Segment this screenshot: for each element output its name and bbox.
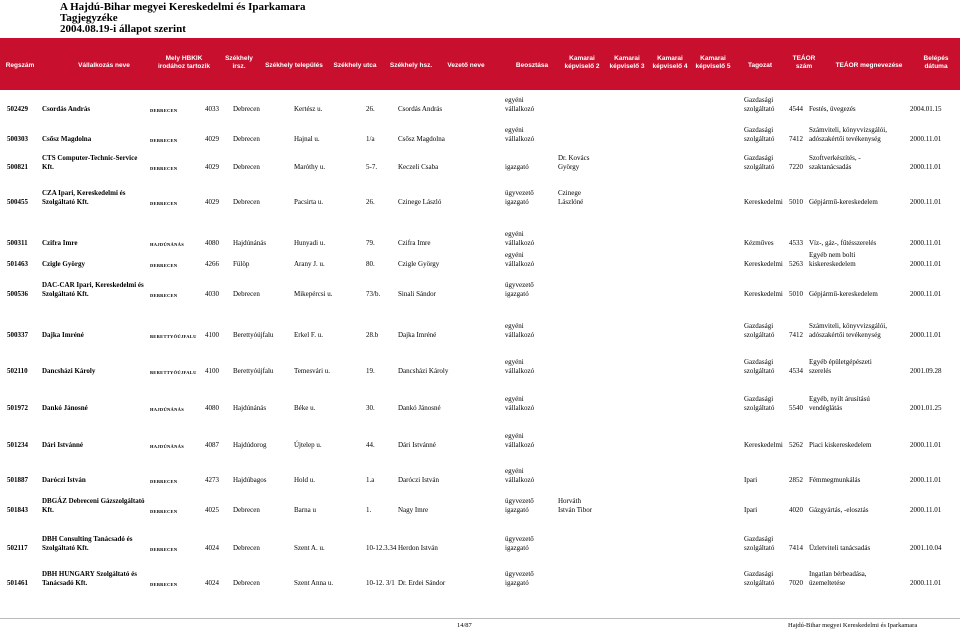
cell-belepes: 2001.09.28 [910,367,942,375]
cell-belepes: 2000.11.01 [910,441,942,449]
cell-vezeto: Sinali Sándor [398,290,436,298]
header-cell: Székhely hsz. [389,62,433,69]
cell-beosztas: ügyvezető igazgató [505,497,534,514]
cell-tagozat: Gazdasági szolgáltató [744,154,775,171]
cell-teaor-nev: Fémmegmunkálás [809,476,861,484]
cell-utca: Arany J. u. [294,260,325,268]
header-cell: Regszám [5,62,35,69]
cell-vezeto: Dr. Erdei Sándor [398,579,446,587]
cell-city: DEBRECEN [150,166,178,171]
cell-belepes: 2001.01.25 [910,404,942,412]
cell-vezeto: Dajka Imréné [398,331,437,339]
cell-irsz: 4266 [205,260,219,268]
cell-vezeto: Dankó Jánosné [398,404,441,412]
cell-irsz: 4100 [205,367,219,375]
cell-name: CZA Ipari, Kereskedelmi és Szolgáltató Kft. [42,189,126,206]
cell-hsz: 44. [366,441,375,449]
cell-hsz: 10-12.3.34 [366,544,397,552]
table-row [0,535,960,563]
cell-irsz: 4025 [205,506,219,514]
cell-beosztas: egyéni vállalkozó [505,230,535,247]
cell-teaor-nev: Szoftverkészítés, - szaktanácsadás [809,154,861,171]
cell-beosztas: egyéni vállalkozó [505,96,535,113]
cell-hsz: 1/a [366,135,375,143]
cell-tagozat: Ipari [744,506,758,514]
cell-hsz: 1. [366,506,372,514]
cell-hsz: 26. [366,105,375,113]
cell-irsz: 4030 [205,290,219,298]
cell-telep: Debrecen [233,198,260,206]
cell-teaor-nev: Egyéb épületgépészeti szerelés [809,358,872,375]
cell-teaor-nev: Ingatlan bérbeadása, üzemeltetése [809,570,867,587]
cell-utca: Szent Anna u. [294,579,334,587]
cell-teaor: 7414 [789,544,803,552]
table-row [0,432,960,460]
cell-belepes: 2000.11.01 [910,331,942,339]
cell-telep: Hajdúbagos [233,476,267,484]
table-row [0,126,960,154]
cell-telep: Debrecen [233,544,260,552]
cell-telep: Berettyóújfalu [233,331,274,339]
table-row [0,281,960,309]
cell-belepes: 2001.10.04 [910,544,942,552]
cell-irsz: 4024 [205,579,219,587]
cell-teaor: 5262 [789,441,803,449]
cell-tagozat: Kereskedelmi [744,260,783,268]
cell-name: DBGÁZ Debreceni Gázszolgáltató Kft. [42,497,145,514]
cell-hsz: 80. [366,260,375,268]
cell-name: Dancsházi Károly [42,367,96,375]
cell-irsz: 4087 [205,441,219,449]
cell-utca: Temesvári u. [294,367,331,375]
table-row [0,395,960,423]
cell-tagozat: Kereskedelmi [744,441,783,449]
cell-city: DEBRECEN [150,108,178,113]
cell-beosztas: ügyvezető igazgató [505,570,534,587]
cell-teaor-nev: Egyéb nem bolti kiskereskedelem [809,251,856,268]
cell-utca: Mikepércsi u. [294,290,333,298]
header-cell: Székhely település [265,62,323,69]
cell-teaor: 2852 [789,476,803,484]
table-row [0,358,960,386]
cell-hsz: 10-12. 3/1 [366,579,395,587]
page-number: 14/87 [457,622,472,629]
cell-name: Czigle György [42,260,85,268]
header-cell: TEÁOR megnevezése [835,62,903,69]
header-cell: Mely HBKIK irodához tartozik [157,55,211,70]
cell-regszam: 501972 [7,404,28,412]
cell-city: DEBRECEN [150,509,178,514]
cell-belepes: 2000.11.01 [910,260,942,268]
cell-tagozat: Ipari [744,476,758,484]
footer-organization: Hajdú-Bihar megyei Kereskedelmi és Iparkamara [788,622,918,629]
cell-teaor-nev: Gépjármű-kereskedelem [809,290,878,298]
cell-teaor-nev: Számviteli, könyvvizsgálói, adószakértői tevékenység [809,126,887,143]
cell-beosztas: egyéni vállalkozó [505,432,535,449]
cell-kepv2: Czinege Lászlóné [558,189,584,206]
header-cell: Kamarai képviselő 3 [609,55,645,70]
cell-beosztas: igazgató [505,163,529,171]
cell-belepes: 2004.01.15 [910,105,942,113]
cell-name: Czifra Imre [42,239,78,247]
header-cell: Beosztása [515,62,549,69]
cell-belepes: 2000.11.01 [910,198,942,206]
cell-regszam: 501887 [7,476,28,484]
cell-beosztas: egyéni vállalkozó [505,322,535,339]
cell-utca: Béke u. [294,404,316,412]
cell-telep: Debrecen [233,135,260,143]
cell-beosztas: ügyvezető igazgató [505,281,534,298]
cell-beosztas: egyéni vállalkozó [505,467,535,484]
cell-tagozat: Gazdasági szolgáltató [744,358,775,375]
cell-hsz: 1.a [366,476,375,484]
cell-city: DEBRECEN [150,263,178,268]
cell-name: Csősz Magdolna [42,135,92,143]
table-row [0,189,960,217]
cell-teaor-nev: Gázgyártás, -elosztás [809,506,869,514]
title-chamber: A Hajdú-Bihar megyei Kereskedelmi és Iparkamara [60,1,306,13]
cell-vezeto: Czifra Imre [398,239,431,247]
table-row [0,322,960,350]
table-row [0,154,960,182]
cell-belepes: 2000.11.01 [910,135,942,143]
cell-teaor-nev: Egyéb, nyilt árusítású vendéglátás [809,395,870,412]
cell-regszam: 500311 [7,239,28,247]
cell-utca: Pacsirta u. [294,198,324,206]
cell-telep: Hajdúnánás [233,404,267,412]
cell-teaor: 7020 [789,579,803,587]
cell-teaor: 4020 [789,506,803,514]
cell-name: Dankó Jánosné [42,404,88,412]
cell-teaor-nev: Víz-, gáz-, fűtésszerelés [809,239,877,247]
cell-teaor-nev: Üzletviteli tanácsadás [809,544,871,552]
cell-hsz: 28.b [366,331,379,339]
cell-teaor-nev: Piaci kiskereskedelem [809,441,872,449]
cell-hsz: 19. [366,367,375,375]
cell-kepv2: Horváth István Tibor [558,497,593,514]
cell-irsz: 4080 [205,404,219,412]
cell-city: DEBRECEN [150,201,178,206]
cell-beosztas: egyéni vállalkozó [505,395,535,412]
cell-telep: Debrecen [233,579,260,587]
cell-teaor: 7412 [789,135,803,143]
cell-hsz: 30. [366,404,375,412]
cell-teaor: 4533 [789,239,803,247]
cell-vezeto: Keczeli Csaba [398,163,439,171]
cell-tagozat: Gazdasági szolgáltató [744,570,775,587]
cell-city: BERETTYÓÚJFALU [150,334,197,339]
cell-hsz: 5-7. [366,163,378,171]
cell-city: DEBRECEN [150,479,178,484]
header-cell: Vállalkozás neve [78,62,130,69]
cell-hsz: 26. [366,198,375,206]
cell-beosztas: egyéni vállalkozó [505,358,535,375]
cell-vezeto: Dancsházi Károly [398,367,449,375]
cell-regszam: 502117 [7,544,28,552]
cell-city: DEBRECEN [150,138,178,143]
header-cell: Kamarai képviselő 4 [652,55,688,70]
cell-teaor: 7412 [789,331,803,339]
cell-tagozat: Gazdasági szolgáltató [744,395,775,412]
cell-belepes: 2000.11.01 [910,239,942,247]
cell-beosztas: ügyvezető igazgató [505,535,534,552]
title-register: Tagjegyzéke [60,12,118,24]
cell-city: HAJDÚNÁNÁS [150,407,185,412]
cell-regszam: 500303 [7,135,28,143]
cell-city: HAJDÚNÁNÁS [150,242,185,247]
cell-belepes: 2000.11.01 [910,476,942,484]
cell-telep: Hajdúnánás [233,239,267,247]
header-cell: TEÁOR szám [792,55,816,70]
cell-utca: Maróthy u. [294,163,326,171]
footer-divider [0,618,960,619]
cell-tagozat: Gazdasági szolgáltató [744,96,775,113]
cell-utca: Kertész u. [294,105,323,113]
cell-teaor: 4544 [789,105,803,113]
title-date: 2004.08.19-i állapot szerint [60,23,186,35]
cell-city: DEBRECEN [150,293,178,298]
cell-vezeto: Nagy Imre [398,506,429,514]
cell-irsz: 4029 [205,198,219,206]
cell-vezeto: Dári Istvánné [398,441,436,449]
cell-regszam: 502110 [7,367,28,375]
cell-beosztas: egyéni vállalkozó [505,251,535,268]
cell-belepes: 2000.11.01 [910,290,942,298]
table-header [0,38,960,90]
cell-belepes: 2000.11.01 [910,163,942,171]
cell-tagozat: Kézműves [744,239,774,247]
cell-city: BERETTYÓÚJFALU [150,370,197,375]
cell-belepes: 2000.11.01 [910,579,942,587]
cell-teaor: 5010 [789,290,803,298]
cell-irsz: 4080 [205,239,219,247]
header-cell: Belépés dátuma [923,55,949,70]
cell-beosztas: egyéni vállalkozó [505,126,535,143]
cell-utca: Hold u. [294,476,315,484]
cell-name: Dári Istvánné [42,441,84,449]
header-cell: Vezető neve [447,62,485,69]
cell-teaor-nev: Gépjármű-kereskedelem [809,198,878,206]
cell-telep: Debrecen [233,105,260,113]
cell-irsz: 4029 [205,163,219,171]
cell-name: DAC-CAR Ipari, Kereskedelmi és Szolgáltató Kft. [42,281,144,298]
cell-teaor-nev: Festés, üvegezés [809,105,856,113]
table-row [0,96,960,124]
cell-beosztas: ügyvezető igazgató [505,189,534,206]
cell-name: DBH HUNGARY Szolgáltató és Tanácsadó Kft. [42,570,137,587]
header-cell: Kamarai képviselő 5 [695,55,731,70]
header-cell: Székhely utca [333,62,377,69]
cell-utca: Újtelep u. [294,441,322,449]
cell-irsz: 4100 [205,331,219,339]
cell-teaor-nev: Számviteli, könyvvizsgálói, adószakértői tevékenység [809,322,887,339]
cell-belepes: 2000.11.01 [910,506,942,514]
cell-tagozat: Gazdasági szolgáltató [744,126,775,143]
cell-teaor: 7220 [789,163,803,171]
cell-teaor: 5263 [789,260,803,268]
cell-teaor: 4534 [789,367,803,375]
cell-regszam: 502429 [7,105,28,113]
cell-tagozat: Gazdasági szolgáltató [744,535,775,552]
cell-vezeto: Czinege László [398,198,442,206]
cell-name: Dajka Imréné [42,331,84,339]
cell-irsz: 4024 [205,544,219,552]
cell-regszam: 500455 [7,198,28,206]
cell-teaor: 5010 [789,198,803,206]
cell-tagozat: Kereskedelmi [744,290,783,298]
table-row [0,570,960,598]
cell-name: Daróczi István [42,476,86,484]
cell-teaor: 5540 [789,404,803,412]
header-cell: Székhely irsz. [225,55,253,70]
cell-vezeto: Daróczi István [398,476,440,484]
cell-regszam: 500536 [7,290,28,298]
cell-name: CTS Computer-Technic-Service Kft. [42,154,138,171]
cell-hsz: 79. [366,239,375,247]
cell-regszam: 500821 [7,163,28,171]
cell-city: HAJDÚNÁNÁS [150,444,185,449]
cell-irsz: 4029 [205,135,219,143]
cell-utca: Erkel F. u. [294,331,323,339]
cell-hsz: 73/b. [366,290,381,298]
cell-name: Csordás András [42,105,91,113]
cell-tagozat: Gazdasági szolgáltató [744,322,775,339]
cell-utca: Szent A. u. [294,544,325,552]
cell-telep: Fülöp [233,260,250,268]
cell-regszam: 501463 [7,260,28,268]
cell-vezeto: Czigle György [398,260,440,268]
cell-telep: Berettyóújfalu [233,367,274,375]
cell-vezeto: Csordás András [398,105,443,113]
cell-kepv2: Dr. Kovács György [558,154,590,171]
cell-irsz: 4033 [205,105,219,113]
cell-regszam: 501843 [7,506,28,514]
header-cell: Kamarai képviselő 2 [564,55,600,70]
cell-telep: Debrecen [233,163,260,171]
header-cell: Tagozat [747,62,773,69]
cell-telep: Debrecen [233,290,260,298]
cell-regszam: 500337 [7,331,28,339]
cell-city: DEBRECEN [150,547,178,552]
table-row [0,251,960,279]
cell-telep: Debrecen [233,506,260,514]
cell-regszam: 501234 [7,441,28,449]
cell-vezeto: Herdon István [398,544,438,552]
cell-utca: Hunyadi u. [294,239,326,247]
cell-tagozat: Kereskedelmi [744,198,783,206]
cell-regszam: 501461 [7,579,28,587]
table-row [0,467,960,495]
cell-utca: Hajnal u. [294,135,320,143]
cell-name: DBH Consulting Tanácsadó és Szolgáltató Kft. [42,535,133,552]
cell-irsz: 4273 [205,476,219,484]
table-row [0,497,960,525]
cell-telep: Hajdúdorog [233,441,267,449]
cell-utca: Barna u [294,506,316,514]
cell-vezeto: Csősz Magdolna [398,135,445,143]
cell-city: DEBRECEN [150,582,178,587]
